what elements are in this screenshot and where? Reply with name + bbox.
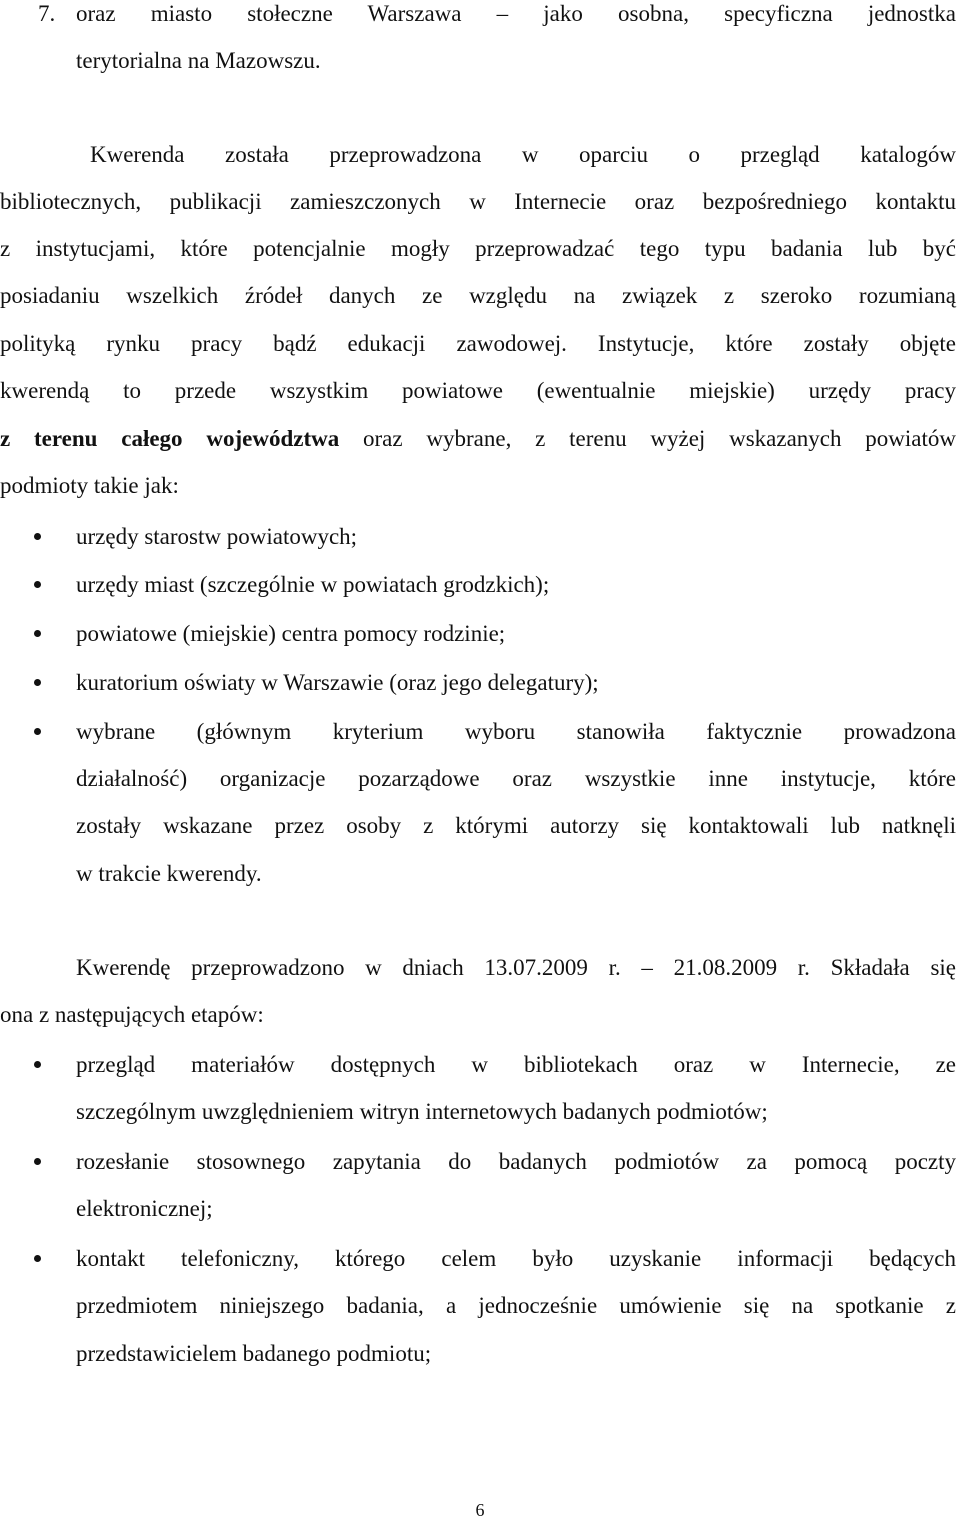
list-item-continuation (76, 1088, 956, 1135)
paragraph-line (0, 991, 956, 1038)
paragraph-text: kwerendą to przede wszystkim powiatowe (ewentualnie miejskie) urzędy pracy (0, 378, 956, 403)
list-item-text: urzędy miast (szczególnie w powiatach grodzkich); (76, 572, 550, 597)
list-item (76, 1235, 956, 1282)
list-item (76, 708, 956, 755)
list-item-text: przegląd materiałów dostępnych w bibliotekach oraz w Internecie, ze (76, 1052, 956, 1077)
list-item-continuation (76, 802, 956, 849)
paragraph-line (0, 415, 956, 462)
paragraph-text: oraz wybrane, z terenu wyżej wskazanych powiatów (339, 426, 956, 451)
list-item (76, 1041, 956, 1088)
list-item-text: przedstawicielem badanego podmiotu; (76, 1341, 432, 1366)
list-item-text: przedmiotem niniejszego badania, a jednocześnie umówienie się na spotkanie z (76, 1293, 956, 1318)
bold-text: z terenu całego województwa (0, 426, 340, 451)
list-item-text: szczególnym uwzględnieniem witryn internetowych badanych podmiotów; (76, 1099, 768, 1124)
paragraph-text: podmioty takie jak: (0, 473, 179, 498)
paragraph-line (0, 272, 956, 319)
list-item-continuation (76, 755, 956, 802)
paragraph-line (0, 320, 956, 367)
list-item-continuation (76, 1185, 956, 1232)
list-item-text: kontakt telefoniczny, którego celem było uzyskanie informacji będących (76, 1246, 956, 1271)
paragraph-line (0, 462, 956, 509)
bullet-icon (34, 1158, 41, 1165)
bullet-icon (34, 581, 41, 588)
list-item (76, 561, 956, 608)
list-item-text: działalność) organizacje pozarządowe oraz wszystkie inne instytucje, które (76, 766, 956, 791)
paragraph-text: bibliotecznych, publikacji zamieszczonych w Internecie oraz bezpośredniego kontaktu (0, 189, 956, 214)
list-item-continuation (76, 850, 956, 897)
list-item (76, 513, 956, 560)
list-item (76, 1138, 956, 1185)
paragraph-text: posiadaniu wszelkich źródeł danych ze względu na związek z szeroko rozumianą (0, 283, 956, 308)
numbered-item-line-1 (76, 0, 956, 37)
paragraph-text: ona z następujących etapów: (0, 1002, 264, 1027)
list-number: 7. (38, 1, 56, 26)
list-item (76, 659, 956, 706)
list-item-continuation (76, 1282, 956, 1329)
list-item-text: wybrane (głównym kryterium wyboru stanowiła faktycznie prowadzona (76, 719, 956, 744)
bullet-icon (34, 630, 41, 637)
bullet-icon (34, 533, 41, 540)
bullet-icon (34, 1255, 41, 1262)
paragraph-line (90, 131, 956, 178)
bullet-icon (34, 728, 41, 735)
paragraph-line (0, 225, 956, 272)
list-item-continuation (76, 1330, 956, 1377)
list-item-text: elektronicznej; (76, 1196, 213, 1221)
list-item-text: zostały wskazane przez osoby z którymi autorzy się kontaktowali lub natknęli (76, 813, 956, 838)
list-item (76, 610, 956, 657)
paragraph-text: z instytucjami, które potencjalnie mogły przeprowadzać tego typu badania lub być (0, 236, 956, 261)
list-item-text: urzędy starostw powiatowych; (76, 524, 358, 549)
paragraph-text: Kwerenda została przeprowadzona w oparciu o przegląd katalogów (90, 142, 956, 167)
list-item-text: kuratorium oświaty w Warszawie (oraz jego delegatury); (76, 670, 599, 695)
paragraph-line (0, 178, 956, 225)
paragraph-text: polityką rynku pracy bądź edukacji zawodowej. Instytucje, które zostały objęte (0, 331, 956, 356)
paragraph-line (0, 367, 956, 414)
paragraph-line (76, 944, 956, 991)
list-item-text: powiatowe (miejskie) centra pomocy rodzinie; (76, 621, 506, 646)
numbered-item-text: oraz miasto stołeczne Warszawa – jako osobna, specyficzna jednostka (76, 1, 956, 26)
list-item-text: w trakcie kwerendy. (76, 861, 262, 886)
numbered-item-line-2 (76, 37, 960, 84)
bullet-icon (34, 679, 41, 686)
bullet-icon (34, 1061, 41, 1068)
page-number: 6 (475, 1500, 485, 1520)
list-item-text: rozesłanie stosownego zapytania do badanych podmiotów za pomocą poczty (76, 1149, 956, 1174)
paragraph-text: Kwerendę przeprowadzono w dniach 13.07.2009 r. – 21.08.2009 r. Składała się (76, 955, 956, 980)
numbered-item-text: terytorialna na Mazowszu. (76, 48, 321, 73)
